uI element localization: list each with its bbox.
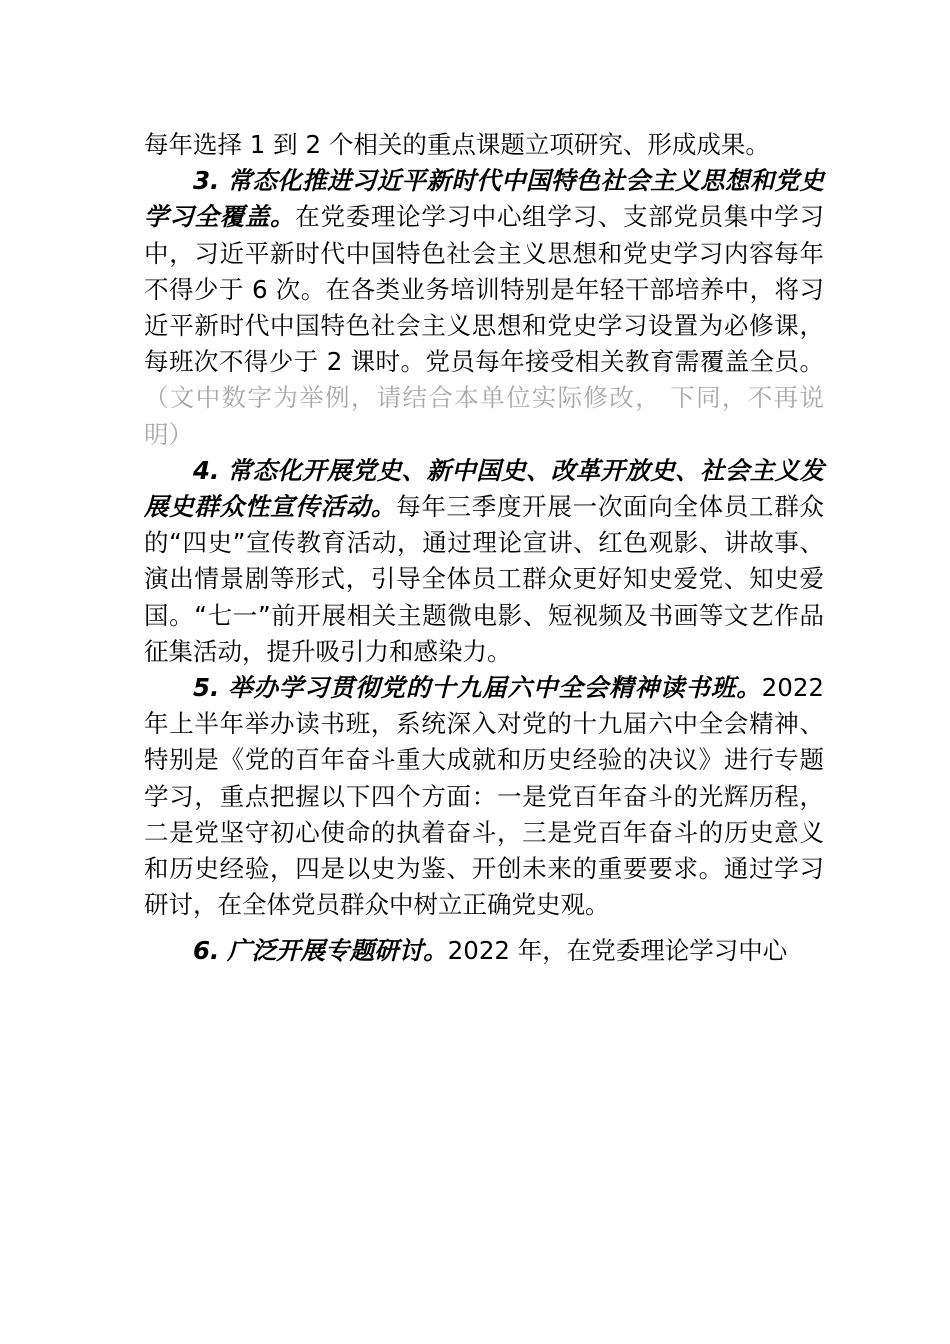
- paragraph-item-4: [144, 453, 824, 670]
- document-body: [144, 127, 824, 970]
- paragraph-text: 2022 年上半年举办读书班，系统深入对党的十九届六中全会精神、特别是《党的百年奋斗重大成就和历史经验的决议》进行专题学习，重点把握以下四个方面：一是党百年奋斗的光辉历程，二是党坚守初心使命的执着奋斗，三是党百年奋斗的历史意义和历史经验，四是以史为鉴、开创未来的重要要求。通过学习研讨，在全体党员群众中树立正确党史观。: [144, 673, 824, 920]
- paragraph-item-5: [144, 670, 824, 923]
- item-number: 3.: [193, 166, 220, 196]
- paragraph-text: 每年三季度开展一次面向全体员工群众的“四史”宣传教育活动，通过理论宣讲、红色观影、讲故事、演出情景剧等形式，引导全体员工群众更好知史爱党、知史爱国。“七一”前开展相关主题微电影、短视频及书画等文艺作品征集活动，提升吸引力和感染力。: [144, 492, 825, 666]
- item-heading: 广泛开展专题研讨。: [227, 936, 448, 966]
- item-heading: 常态化开展党史、新中国史、改革开放史、社会主义发展史群众性宣传活动。: [144, 455, 825, 522]
- paragraph-continuation: [144, 127, 824, 163]
- item-number: 6.: [193, 936, 220, 966]
- editor-note: （文中数字为举例，请结合本单位实际修改， 下同，不再说明）: [144, 383, 824, 449]
- paragraph-item-3: [144, 163, 824, 453]
- paragraph-text: 2022 年，在党委理论学习中心: [447, 936, 788, 966]
- paragraph-text: 每年选择 1 到 2 个相关的重点课题立项研究、形成成果。: [144, 130, 770, 159]
- paragraph-item-6: [144, 933, 824, 969]
- item-heading: 常态化推进习近平新时代中国特色社会主义思想和党史学习全覆盖。: [144, 166, 825, 232]
- item-number: 5.: [193, 673, 220, 703]
- paragraph-text: 在党委理论学习中心组学习、支部党员集中学习中，习近平新时代中国特色社会主义思想和党史学习内容每年不得少于 6 次。在各类业务培训特别是年轻干部培养中，将习近平新时代中国特色社会主义思想和党史学习设置为必修课，每班次不得少于 2 课时。党员每年接受相关教育需覆盖全员。: [144, 202, 825, 377]
- item-number: 4.: [193, 455, 220, 485]
- item-heading: 举办学习贯彻党的十九届六中全会精神读书班。: [228, 673, 762, 703]
